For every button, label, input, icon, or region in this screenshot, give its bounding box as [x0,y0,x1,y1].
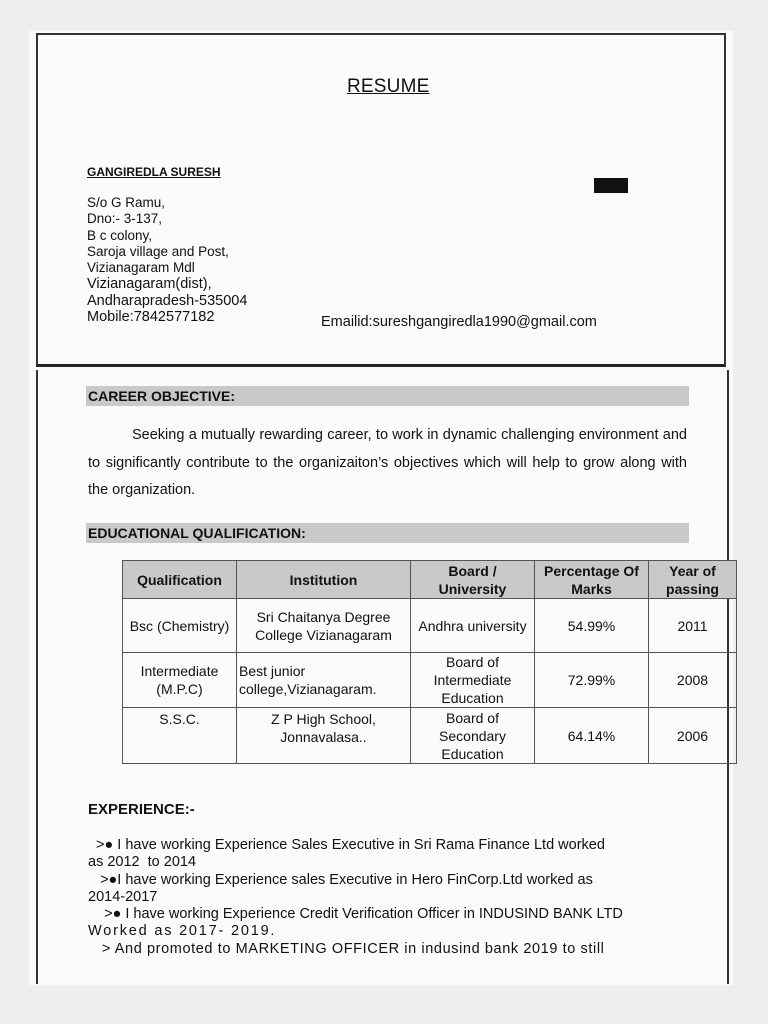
table-cell: 2006 [649,708,737,764]
table-cell: Z P High School, Jonnavalasa.. [237,708,411,764]
email-address: Emailid:sureshgangiredla1990@gmail.com [321,314,597,330]
career-objective-text [88,422,687,505]
experience-heading: EXPERIENCE:- [88,801,195,818]
address-line: S/o G Ramu, [87,195,166,210]
resume-title: RESUME [347,76,430,97]
table-cell: Board of Intermediate Education [411,653,535,708]
table-row [123,599,737,653]
table-cell: Board of Secondary Education [411,708,535,764]
experience-line: >● I have working Experience Credit Verification Officer in INDUSIND BANK LTD [88,906,623,923]
table-cell: Bsc (Chemistry) [123,599,237,653]
column-header: Percentage Of Marks [535,561,649,599]
table-cell: Andhra university [411,599,535,653]
education-table [122,560,737,764]
table-cell: Intermediate (M.P.C) [123,653,237,708]
table-cell: 2011 [649,599,737,653]
address-line: B c colony, [87,227,153,243]
experience-line: >● I have working Experience Sales Executive in Sri Rama Finance Ltd worked [88,837,605,853]
address-line: Vizianagaram(dist), [87,276,212,293]
experience-line: >●I have working Experience sales Executive in Hero FinCorp.Ltd worked as [88,871,593,888]
table-cell: 72.99% [535,653,649,708]
table-row [123,653,737,708]
table-cell: Best junior college,Vizianagaram. [237,653,411,708]
experience-line: 2014-2017 [88,888,158,905]
table-cell: 2008 [649,653,737,708]
candidate-name: GANGIREDLA SURESH [87,165,221,179]
redaction-block [594,178,628,193]
address-line: Andharapradesh-535004 [87,292,248,309]
address-block [87,195,247,325]
column-header: Board / University [411,561,535,599]
mobile-number: Mobile:7842577182 [87,309,215,326]
address-line: Dno:- 3-137, [87,211,163,227]
education-heading: EDUCATIONAL QUALIFICATION: [88,525,306,541]
table-cell: 64.14% [535,708,649,764]
experience-line: as 2012 to 2014 [88,854,197,871]
column-header: Institution [237,561,411,599]
column-header: Year of passing [649,561,737,599]
column-header: Qualification [123,561,237,599]
address-line: Vizianagaram Mdl [87,260,195,276]
experience-line: Worked as 2017- 2019. [88,923,277,940]
table-header-row [123,561,737,599]
table-cell: 54.99% [535,599,649,653]
experience-list [88,837,708,958]
table-cell: Sri Chaitanya Degree College Vizianagaram [237,599,411,653]
address-line: Saroja village and Post, [87,243,229,259]
career-heading: CAREER OBJECTIVE: [88,388,236,404]
table-cell: S.S.C. [123,708,237,764]
career-objective-body: Seeking a mutually rewarding career, to work in dynamic challenging environment and to significantly contribute to the organizaiton’s objectives which will help to grow along with the organization. [88,427,687,498]
table-row [123,708,737,764]
experience-line: > And promoted to MARKETING OFFICER in indusind bank 2019 to still [88,940,605,957]
